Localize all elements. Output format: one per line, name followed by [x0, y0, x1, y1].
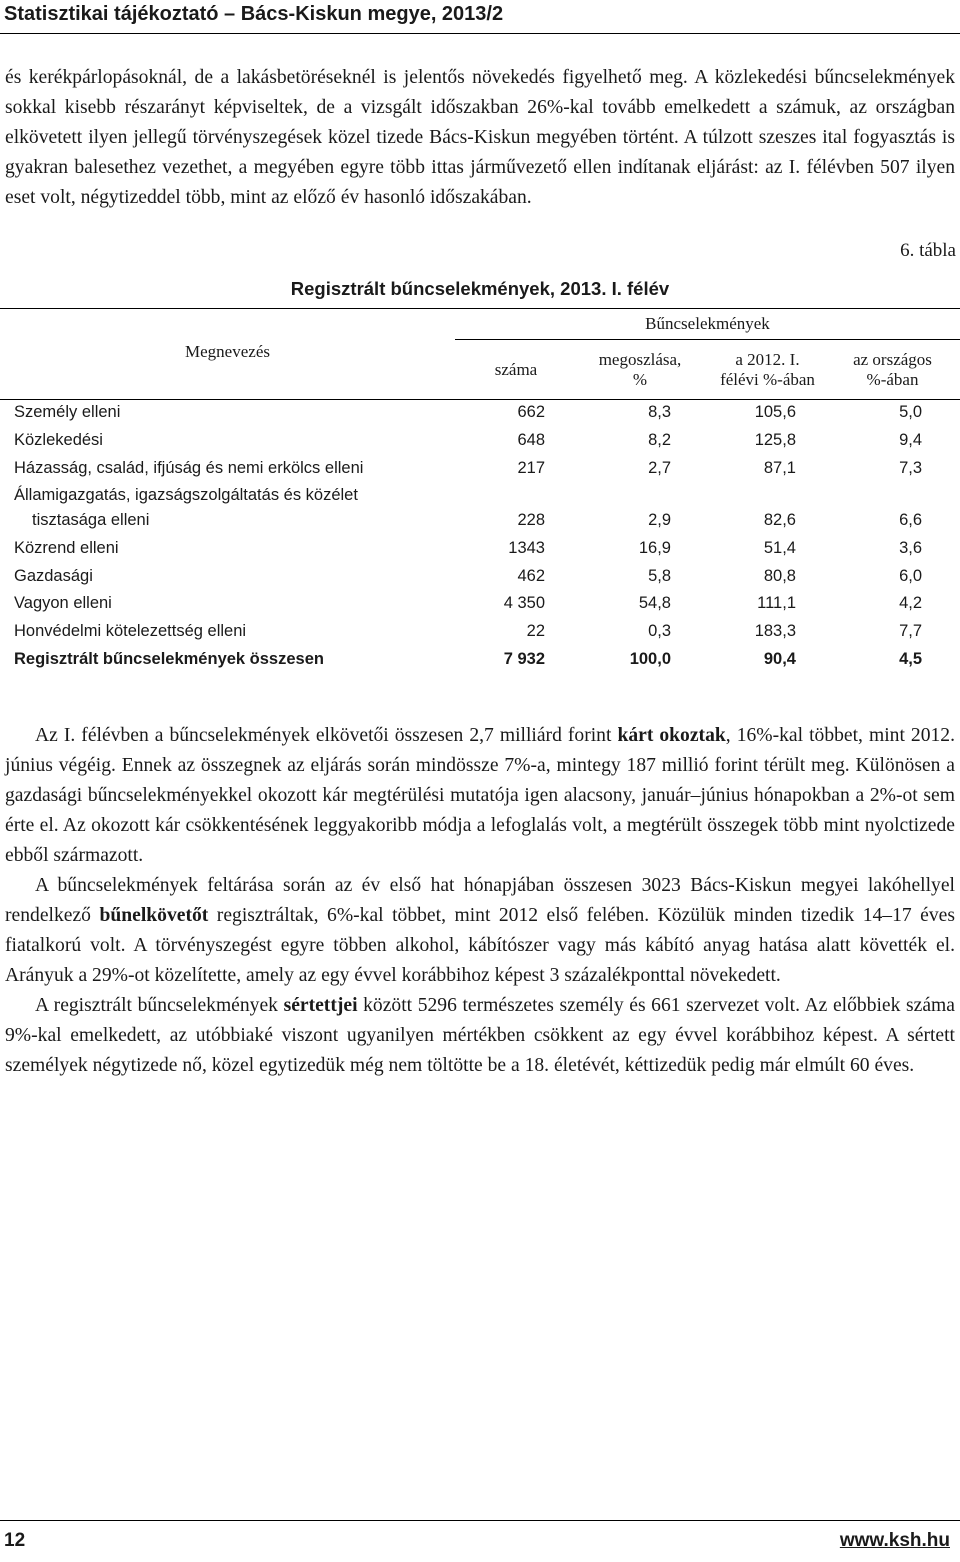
cell-share: 8,3 — [648, 403, 671, 421]
header-name: Megnevezés — [185, 342, 270, 361]
row-label-line1: Államigazgatás, igazságszolgáltatás és közélet — [14, 486, 358, 504]
cell-share: 2,9 — [648, 511, 671, 529]
cell-count: 228 — [517, 511, 545, 529]
paragraph-victims: A regisztrált bűncselekmények sértettjei között 5296 természetes személy és 661 szervezet volt. Az előbbiek száma 9%-kal emelkedett, az utóbbiaké viszont ugyanilyen mértékben csökkent az egy évvel korábbihoz képest. A sértett személyek négytizede nő, közel egytizedük még nem töltötte be a 18. életévét, kéttizedük pedig már elmúlt 60 éves. — [5, 995, 955, 1076]
table-title: Regisztrált bűncselekmények, 2013. I. félév — [290, 278, 670, 299]
header-group: Bűncselekmények — [645, 314, 770, 333]
total-national: 4,5 — [899, 650, 922, 668]
table-group-rule — [455, 339, 960, 340]
table-total-row — [0, 650, 960, 678]
paragraph-offenders: A bűncselekmények feltárása során az év első hat hónapjában összesen 3023 Bács-Kiskun megyei lakóhellyel rendelkező bűnelkövetőt regisztráltak, 6%-kal többet, mint 2012 első felében. Közülük minden tizedik 14–17 éves fiatalkorú volt. A törvényszegést egyre többen alkohol, kábítószer vagy más kábító anyag hatása alatt követték el. Arányuk a 29%-ot közelítette, amely az egy évvel korábbihoz képest 3 százalékponttal növekedett. — [5, 875, 955, 986]
row-label: Személy elleni — [14, 403, 121, 421]
page-header-title: Statisztikai tájékoztató – Bács-Kiskun megye, 2013/2 — [4, 3, 504, 25]
header-national-line2: %-ában — [866, 370, 919, 389]
cell-vs2012: 80,8 — [763, 567, 796, 585]
cell-vs2012: 183,3 — [754, 622, 796, 640]
cell-share: 2,7 — [648, 459, 671, 477]
cell-national: 3,6 — [899, 539, 922, 557]
row-label-line2: tisztasága elleni — [32, 511, 150, 529]
page-number: 12 — [4, 1530, 26, 1551]
cell-national: 6,6 — [899, 511, 922, 529]
cell-national: 5,0 — [899, 403, 922, 421]
table-row — [0, 622, 960, 650]
header-vs2012-line2: félévi %-ában — [720, 370, 815, 389]
body-paragraphs — [5, 721, 955, 1081]
header-count: száma — [494, 360, 538, 379]
cell-count: 462 — [517, 567, 545, 585]
header-national-line1: az országos — [853, 350, 932, 369]
cell-share: 0,3 — [648, 622, 671, 640]
cell-vs2012: 111,1 — [757, 594, 796, 612]
total-share: 100,0 — [629, 650, 671, 668]
cell-count: 22 — [526, 622, 545, 640]
cell-share: 5,8 — [648, 567, 671, 585]
cell-national: 7,3 — [899, 459, 922, 477]
footer-link[interactable]: www.ksh.hu — [839, 1530, 950, 1551]
footer-divider — [0, 1520, 960, 1521]
table-row-multiline-label — [0, 486, 960, 514]
cell-count: 648 — [517, 431, 545, 449]
intro-paragraph: és kerékpárlopásoknál, de a lakásbetöréseknél is jelentős növekedés figyelhető meg. A közlekedési bűncselekmények sokkal kisebb részarányt képviseltek, de a vizsgált időszakban 26%-kal tovább emelkedett a számuk, az országban elkövetett ilyen jellegű törvényszegések közel tizede Bács-Kiskun megyében történt. A túlzott szeszes ital fogyasztás is gyakran balesethez vezethet, a megyében egyre több ittas járművezető ellen indítanak eljárást: az I. félévben 507 ilyen eset volt, négytizeddel több, mint az előző év hasonló időszakában. — [5, 67, 955, 208]
table-row — [0, 511, 960, 539]
cell-share: 8,2 — [648, 431, 671, 449]
table-header-bottom-rule — [0, 399, 960, 400]
header-national — [830, 350, 955, 390]
header-share — [580, 350, 700, 390]
row-label: Honvédelmi kötelezettség elleni — [14, 622, 247, 640]
cell-share: 54,8 — [638, 594, 671, 612]
table-row — [0, 567, 960, 595]
cell-national: 9,4 — [899, 431, 922, 449]
cell-count: 4 350 — [503, 594, 545, 612]
row-label: Közlekedési — [14, 431, 103, 449]
row-label: Házasság, család, ifjúság és nemi erkölcs elleni — [14, 459, 364, 477]
cell-vs2012: 87,1 — [763, 459, 796, 477]
row-label: Gazdasági — [14, 567, 93, 585]
table-number-label: 6. tábla — [900, 240, 956, 261]
header-vs2012-line1: a 2012. I. — [735, 350, 800, 369]
total-count: 7 932 — [503, 650, 545, 668]
total-vs2012: 90,4 — [763, 650, 796, 668]
cell-national: 7,7 — [899, 622, 922, 640]
cell-national: 6,0 — [899, 567, 922, 585]
row-label: Vagyon elleni — [14, 594, 112, 612]
paragraph-damage: Az I. félévben a bűncselekmények elkövetői összesen 2,7 milliárd forint kárt okoztak, 16%-kal többet, mint 2012. június végéig. Ennek az összegnek az eljárás során mindössze 7%-a, mintegy 187 millió forint térült meg. Különösen a gazdasági bűncselekményekkel okozott kár megtérülési mutatója igen alacsony, január–június hónapokban a 2%-ot sem érte el. Az okozott kár csökkentésének leggyakoribb módja a lefoglalás volt, a megtérült összegek több mint nyolctizede ebből származott. — [5, 725, 955, 866]
cell-vs2012: 82,6 — [763, 511, 796, 529]
table-row — [0, 403, 960, 431]
cell-share: 16,9 — [638, 539, 671, 557]
cell-count: 1343 — [508, 539, 545, 557]
table-row — [0, 459, 960, 487]
cell-count: 662 — [517, 403, 545, 421]
table-row — [0, 594, 960, 622]
cell-count: 217 — [517, 459, 545, 477]
cell-vs2012: 51,4 — [763, 539, 796, 557]
row-label: Közrend elleni — [14, 539, 119, 557]
table-top-rule — [0, 308, 960, 309]
header-divider — [0, 33, 960, 34]
header-share-line1: megoszlása, — [598, 350, 682, 369]
cell-vs2012: 125,8 — [754, 431, 796, 449]
table-row — [0, 539, 960, 567]
total-label: Regisztrált bűncselekmények összesen — [14, 650, 324, 668]
header-vs2012 — [705, 350, 830, 390]
header-share-line2: % — [632, 370, 648, 389]
table-row — [0, 431, 960, 459]
cell-national: 4,2 — [899, 594, 922, 612]
cell-vs2012: 105,6 — [754, 403, 796, 421]
